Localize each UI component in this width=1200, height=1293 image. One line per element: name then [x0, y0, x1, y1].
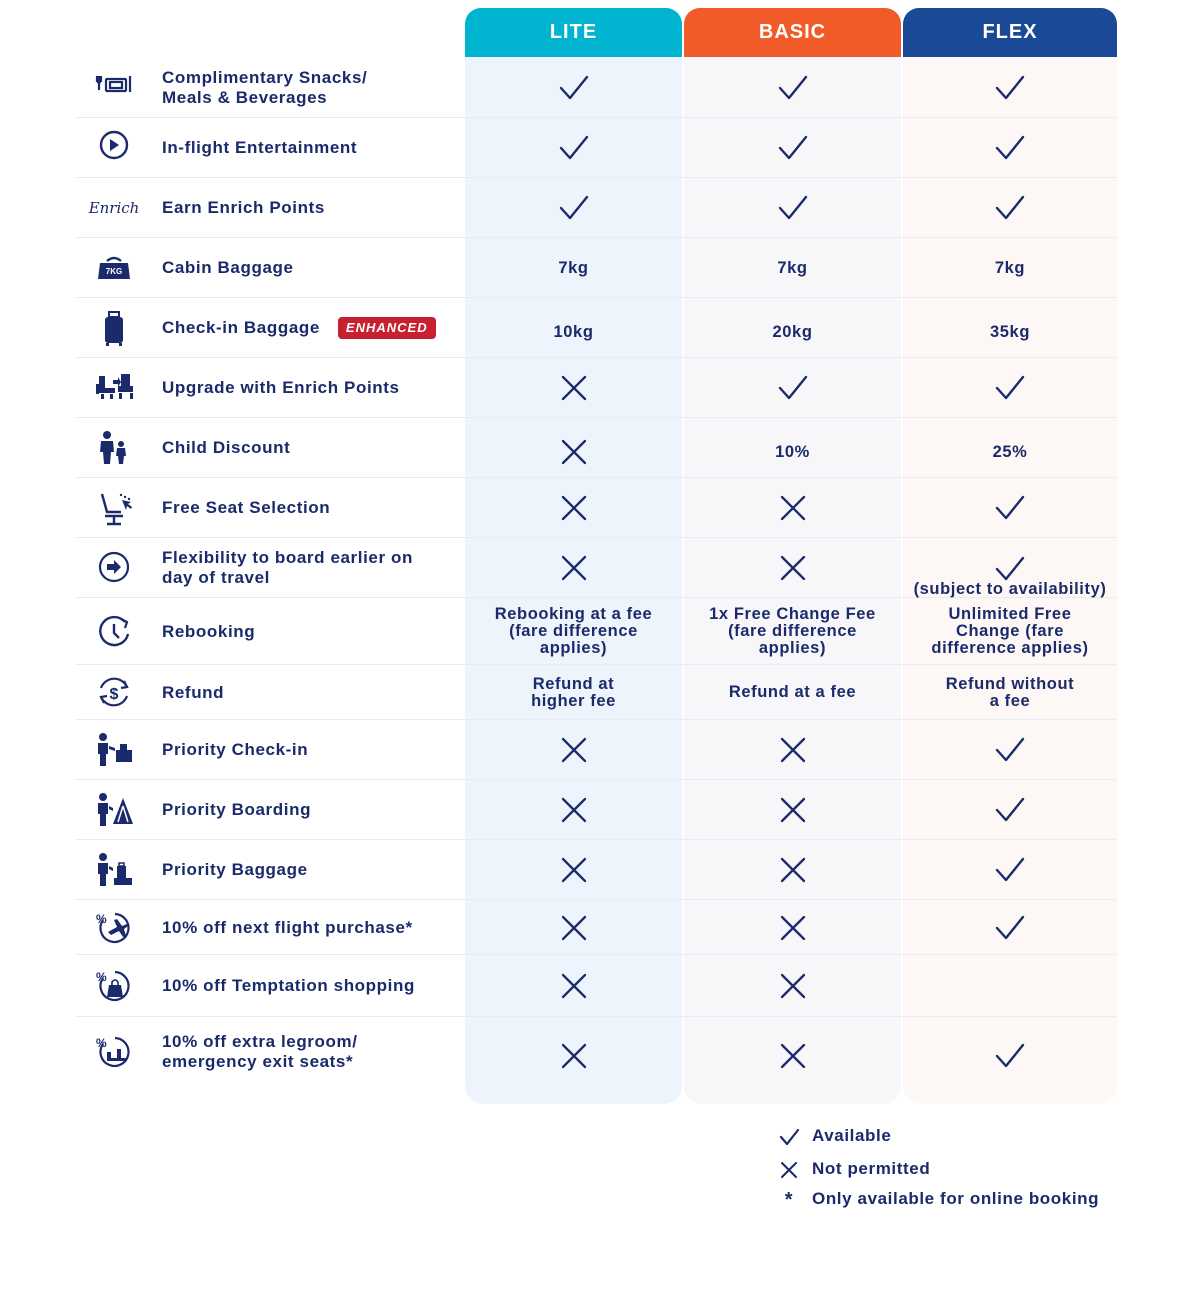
basic-value	[684, 478, 901, 538]
check-icon	[777, 74, 809, 102]
cross-icon	[560, 438, 588, 466]
cross-icon	[560, 494, 588, 522]
priority-baggage-icon	[89, 840, 139, 900]
basic-value	[684, 720, 901, 780]
basic-value	[684, 955, 901, 1017]
feature-label-line: 10% off extra legroom/	[162, 1032, 358, 1051]
lite-value	[465, 58, 682, 118]
check-icon	[994, 1042, 1026, 1070]
check-icon	[994, 555, 1026, 583]
bag-weight-label: 7KG	[105, 267, 123, 276]
lite-value-line: Rebooking at a fee	[494, 605, 653, 623]
feature-label	[162, 840, 308, 900]
lite-value	[465, 358, 682, 418]
check-icon	[778, 1127, 800, 1147]
cross-icon	[779, 494, 807, 522]
table-row	[75, 418, 1117, 478]
percent-plane-icon	[89, 900, 139, 955]
lite-value	[465, 178, 682, 238]
feature-label-text: Upgrade with Enrich Points	[162, 378, 400, 397]
check-icon	[994, 796, 1026, 824]
lite-value-text: 10kg	[553, 322, 594, 341]
lite-value-line: applies)	[539, 639, 608, 657]
cross-icon	[560, 1042, 588, 1070]
basic-value-line: 1x Free Change Fee	[709, 605, 876, 623]
check-icon	[994, 914, 1026, 942]
feature-label	[162, 955, 415, 1017]
cross-icon	[779, 856, 807, 884]
table-row	[75, 538, 1117, 598]
basic-value	[684, 178, 901, 238]
lite-value	[465, 1017, 682, 1095]
feature-label-text: Priority Boarding	[162, 800, 312, 819]
flex-value	[903, 900, 1117, 955]
basic-value	[684, 118, 901, 178]
lite-value-line: (fare difference	[509, 622, 638, 640]
basic-value	[684, 302, 901, 362]
flex-value-text: 35kg	[989, 322, 1030, 341]
feature-label	[162, 358, 400, 418]
check-icon	[994, 374, 1026, 402]
enrich-logo-text: Enrich	[88, 199, 140, 217]
legend-online-only-label: Only available for online booking	[812, 1189, 1100, 1208]
table-row	[75, 955, 1117, 1017]
basic-value	[684, 422, 901, 482]
lite-value	[465, 840, 682, 900]
percent-seat-icon	[89, 1017, 139, 1087]
table-row	[75, 478, 1117, 538]
parent-child-icon	[89, 418, 139, 478]
basic-value-text: 7kg	[777, 258, 808, 277]
check-icon	[994, 494, 1026, 522]
check-icon	[558, 194, 590, 222]
flex-value	[903, 422, 1117, 482]
flex-value	[903, 302, 1117, 362]
svg-text:%: %	[96, 1036, 107, 1050]
feature-label-line: emergency exit seats*	[162, 1052, 354, 1071]
basic-value-text: 20kg	[772, 322, 813, 341]
lite-value	[465, 302, 682, 362]
feature-label-line: Complimentary Snacks/	[162, 68, 368, 87]
table-row	[75, 58, 1117, 118]
check-icon	[777, 374, 809, 402]
feature-label-line: Flexibility to board earlier on	[162, 548, 413, 567]
flex-value	[903, 955, 1117, 1017]
basic-value	[684, 58, 901, 118]
table-row	[75, 238, 1117, 298]
table-row	[75, 178, 1117, 238]
cross-icon	[560, 972, 588, 1000]
table-row	[75, 780, 1117, 840]
feature-label	[162, 780, 311, 840]
basic-value	[684, 358, 901, 418]
basic-value	[684, 900, 901, 955]
flex-value-text: 7kg	[994, 258, 1026, 277]
feature-label	[162, 720, 308, 780]
flex-value	[903, 178, 1117, 238]
basic-value-line: (fare difference	[728, 622, 857, 640]
flex-value	[903, 840, 1117, 900]
table-row	[75, 598, 1117, 665]
feature-label-text: Cabin Baggage	[162, 258, 294, 277]
check-icon	[994, 74, 1026, 102]
feature-label-line: day of travel	[162, 568, 270, 587]
check-icon	[994, 194, 1026, 222]
feature-label	[162, 118, 357, 178]
feature-label	[162, 298, 436, 358]
lite-value-text: 7kg	[558, 258, 589, 277]
lite-value	[465, 900, 682, 955]
feature-label-text: Free Seat Selection	[162, 498, 331, 517]
cross-icon	[560, 914, 588, 942]
feature-label-text: Check-in Baggage	[162, 318, 320, 337]
cross-icon	[779, 972, 807, 1000]
basic-value-text: 10%	[775, 442, 810, 461]
svg-text:%: %	[96, 970, 107, 984]
flex-value-line: difference applies)	[931, 639, 1089, 657]
check-icon	[777, 194, 809, 222]
cross-icon	[560, 374, 588, 402]
cross-icon	[779, 1042, 807, 1070]
table-row	[75, 118, 1117, 178]
feature-label	[162, 665, 224, 720]
enrich-logo-icon	[89, 178, 139, 238]
feature-label	[162, 1017, 358, 1087]
cross-icon	[779, 736, 807, 764]
legend-not-permitted	[778, 1159, 930, 1180]
cross-icon	[779, 914, 807, 942]
priority-boarding-icon	[89, 780, 139, 840]
lite-value	[465, 118, 682, 178]
basic-value	[684, 780, 901, 840]
lite-value	[465, 238, 682, 298]
feature-label	[162, 178, 325, 238]
check-icon	[558, 134, 590, 162]
flex-value	[903, 665, 1117, 720]
flex-value	[903, 358, 1117, 418]
feature-label-text: Refund	[162, 682, 225, 702]
cross-icon	[560, 736, 588, 764]
flex-value	[903, 118, 1117, 178]
feature-label-text: Child Discount	[162, 438, 291, 457]
table-row	[75, 840, 1117, 900]
feature-label	[162, 478, 330, 538]
percent-bag-icon	[89, 955, 139, 1017]
lite-value	[465, 665, 682, 720]
lite-value	[465, 780, 682, 840]
flex-value	[903, 720, 1117, 780]
lite-value	[465, 478, 682, 538]
table-row	[75, 720, 1117, 780]
basic-value-line: Refund at a fee	[728, 683, 857, 701]
flex-value-line: Change (fare	[955, 622, 1065, 640]
lite-column-header: LITE	[465, 8, 682, 57]
cross-icon	[779, 554, 807, 582]
svg-text:$: $	[109, 685, 119, 703]
feature-label-text: Priority Baggage	[162, 860, 308, 879]
flex-value-text: 25%	[992, 442, 1028, 461]
flex-value	[903, 780, 1117, 840]
cabin-bag-icon	[89, 238, 139, 298]
basic-value	[684, 598, 901, 665]
lite-value	[465, 598, 682, 665]
table-row	[75, 1017, 1117, 1098]
cross-icon	[778, 1160, 800, 1180]
legend-available-label: Available	[812, 1126, 892, 1145]
basic-value	[684, 238, 901, 298]
lite-value	[465, 538, 682, 598]
table-row	[75, 900, 1117, 955]
cross-icon	[560, 554, 588, 582]
flex-value	[903, 238, 1117, 298]
feature-label-text: Rebooking	[162, 621, 256, 641]
cross-icon	[560, 796, 588, 824]
flex-value	[903, 546, 1117, 606]
basic-value-line: applies)	[758, 639, 827, 657]
feature-label	[162, 58, 367, 118]
flex-value-line: a fee	[989, 691, 1031, 710]
feature-label-text: 10% off Temptation shopping	[162, 976, 415, 995]
feature-label-text: In-flight Entertainment	[162, 138, 358, 157]
play-icon	[89, 118, 139, 178]
svg-text:%: %	[96, 911, 107, 926]
flex-value	[903, 58, 1117, 118]
cross-icon	[779, 796, 807, 824]
lite-value-line: Refund at	[532, 674, 615, 693]
table-row	[75, 665, 1117, 720]
feature-label	[162, 238, 294, 298]
flex-value-line: Unlimited Free	[948, 605, 1072, 623]
check-icon	[558, 74, 590, 102]
lite-value-line: higher fee	[531, 691, 616, 710]
check-icon	[994, 736, 1026, 764]
asterisk-mark: *	[784, 1188, 794, 1211]
suitcase-icon	[89, 298, 139, 358]
basic-column-header: BASIC	[684, 8, 901, 57]
check-icon	[994, 134, 1026, 162]
flex-value-line: Refund without	[945, 674, 1075, 693]
basic-value	[684, 665, 901, 720]
enhanced-badge: ENHANCED	[338, 317, 436, 339]
table-row	[75, 298, 1117, 358]
check-icon	[994, 856, 1026, 884]
basic-value	[684, 840, 901, 900]
feature-label	[162, 418, 290, 478]
refund-dollar-icon	[89, 665, 139, 720]
feature-label	[162, 538, 413, 598]
basic-value	[684, 1017, 901, 1095]
flex-value	[903, 478, 1117, 538]
feature-label-text: Earn Enrich Points	[162, 198, 325, 217]
feature-label-line: Meals & Beverages	[162, 88, 328, 107]
flex-value	[903, 598, 1117, 665]
lite-value	[465, 422, 682, 482]
legend-not-permitted-label: Not permitted	[812, 1159, 931, 1178]
flex-value-note: (subject to availability)	[913, 579, 1107, 598]
feature-label-text: 10% off next flight purchase*	[162, 917, 413, 937]
clock-rebook-icon	[89, 598, 139, 665]
check-icon	[777, 134, 809, 162]
seat-upgrade-icon	[89, 358, 139, 418]
priority-checkin-icon	[89, 720, 139, 780]
arrow-circle-icon	[89, 538, 139, 598]
cross-icon	[560, 856, 588, 884]
flex-column-header: FLEX	[903, 8, 1117, 57]
lite-value	[465, 955, 682, 1017]
table-row	[75, 358, 1117, 418]
feature-label-text: Priority Check-in	[162, 740, 309, 759]
feature-label	[162, 900, 413, 955]
legend-available	[778, 1126, 891, 1147]
lite-value	[465, 720, 682, 780]
feature-label	[162, 598, 255, 665]
flex-value	[903, 1017, 1117, 1095]
meal-tray-icon	[89, 58, 139, 118]
seat-select-icon	[89, 478, 139, 538]
legend-online-only	[778, 1189, 1099, 1209]
basic-value	[684, 538, 901, 598]
